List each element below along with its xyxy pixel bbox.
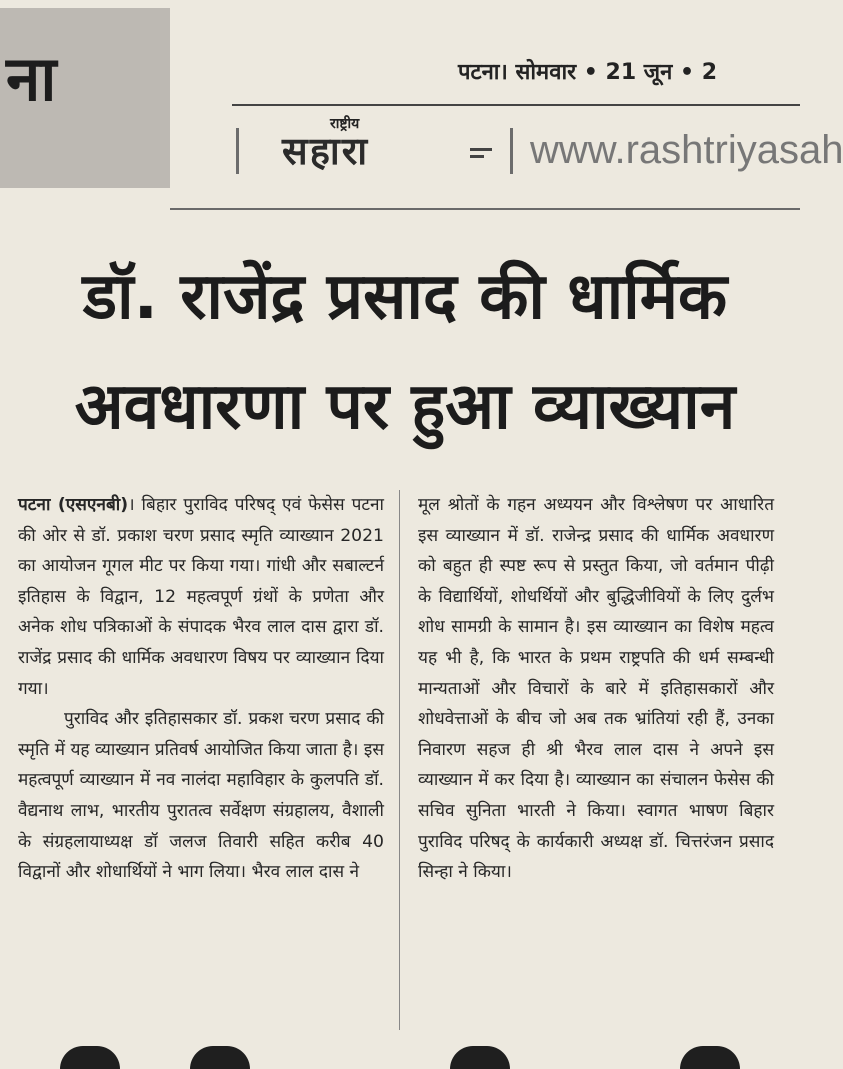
headline-line-2: अवधारणा पर हुआ व्याख्यान [74,370,736,444]
page-dateline: पटना। सोमवार • 21 जून • 2 [458,60,718,85]
article-paragraph-1 [18,490,384,704]
glyph-fragment [60,1046,120,1069]
masthead-dash [470,155,484,158]
glyph-fragment [680,1046,740,1069]
article-column-right [418,490,774,888]
masthead [232,108,843,186]
top-rule [232,104,800,106]
next-headline-fragment [0,1046,800,1069]
column-divider [399,490,400,1030]
article-paragraph-1-text: । बिहार पुराविद परिषद् एवं फेसेस पटना की ओर से डॉ. प्रकाश चरण प्रसाद स्मृति व्याख्यान 2021 का आयोजन गूगल मीट पर किया गया। गांधी और सबाल्टर्न इतिहास के विद्वान, 12 महत्वपूर्ण ग्रंथों के प्रणेता और अनेक शोध पत्रिकाओं के संपादक भैरव लाल दास द्वारा डॉ. राजेंद्र प्रसाद की धार्मिक अवधारण विषय पर व्याख्यान दिया गया। [18,495,384,699]
section-label: ना [6,42,57,115]
masthead-url: www.rashtriyasah [530,128,843,172]
masthead-overline: राष्ट्रीय [330,116,360,132]
glyph-fragment [450,1046,510,1069]
article-dateline: पटना (एसएनबी) [18,495,129,515]
section-label-box [0,8,170,188]
masthead-bottom-rule [170,208,800,210]
article-paragraph-2: पुराविद और इतिहासकार डॉ. प्रकश चरण प्रसाद की स्मृति में यह व्याख्यान प्रतिवर्ष आयोजित किया जाता है। इस महत्वपूर्ण व्याख्यान में नव नालंदा महाविहार के कुलपति डॉ. वैद्यनाथ लाभ, भारतीय पुरातत्व सर्वेक्षण संग्रहालय, वैशाली के संग्रहलायाध्यक्ष डॉ जलज तिवारी सहित करीब 40 विद्वानों और शोधार्थियों ने भाग लिया। भैरव लाल दास ने [18,709,384,883]
masthead-divider [236,128,239,174]
masthead-title: सहारा [282,129,370,173]
masthead-dash [470,148,492,151]
article-paragraph-3: मूल श्रोतों के गहन अध्ययन और विश्लेषण पर आधारित इस व्याख्यान में डॉ. राजेन्द्र प्रसाद की धार्मिक अवधारण को बहुत ही स्पष्ट रूप से प्रस्तुत किया, जो वर्तमान पीढ़ी के विद्यार्थियों, शोधर्थियों और बुद्धिजीवियों के लिए दुर्लभ शोध सामग्री के सामान है। इस व्याख्यान का विशेष महत्व यह भी है, कि भारत के प्रथम राष्ट्रपति की धर्म सम्बन्धी मान्यताओं और विचारों के बारे में इतिहासकारों और शोधवेत्ताओं के बीच जो अब तक भ्रांतियां रही हैं, उनका निवारण सहज ही श्री भैरव लाल दास ने अपने इस व्याख्यान में कर दिया है। व्याख्यान का संचालन फेसेस की सचिव सुनिता भारती ने किया। स्वागत भाषण बिहार पुराविद परिषद् के कार्यकारी अध्यक्ष डॉ. चित्तरंजन प्रसाद सिन्हा ने किया। [418,495,774,883]
glyph-fragment [190,1046,250,1069]
headline-line-1: डॉ. राजेंद्र प्रसाद की धार्मिक [82,260,728,334]
masthead-divider [510,128,513,174]
article-column-left [18,490,384,888]
